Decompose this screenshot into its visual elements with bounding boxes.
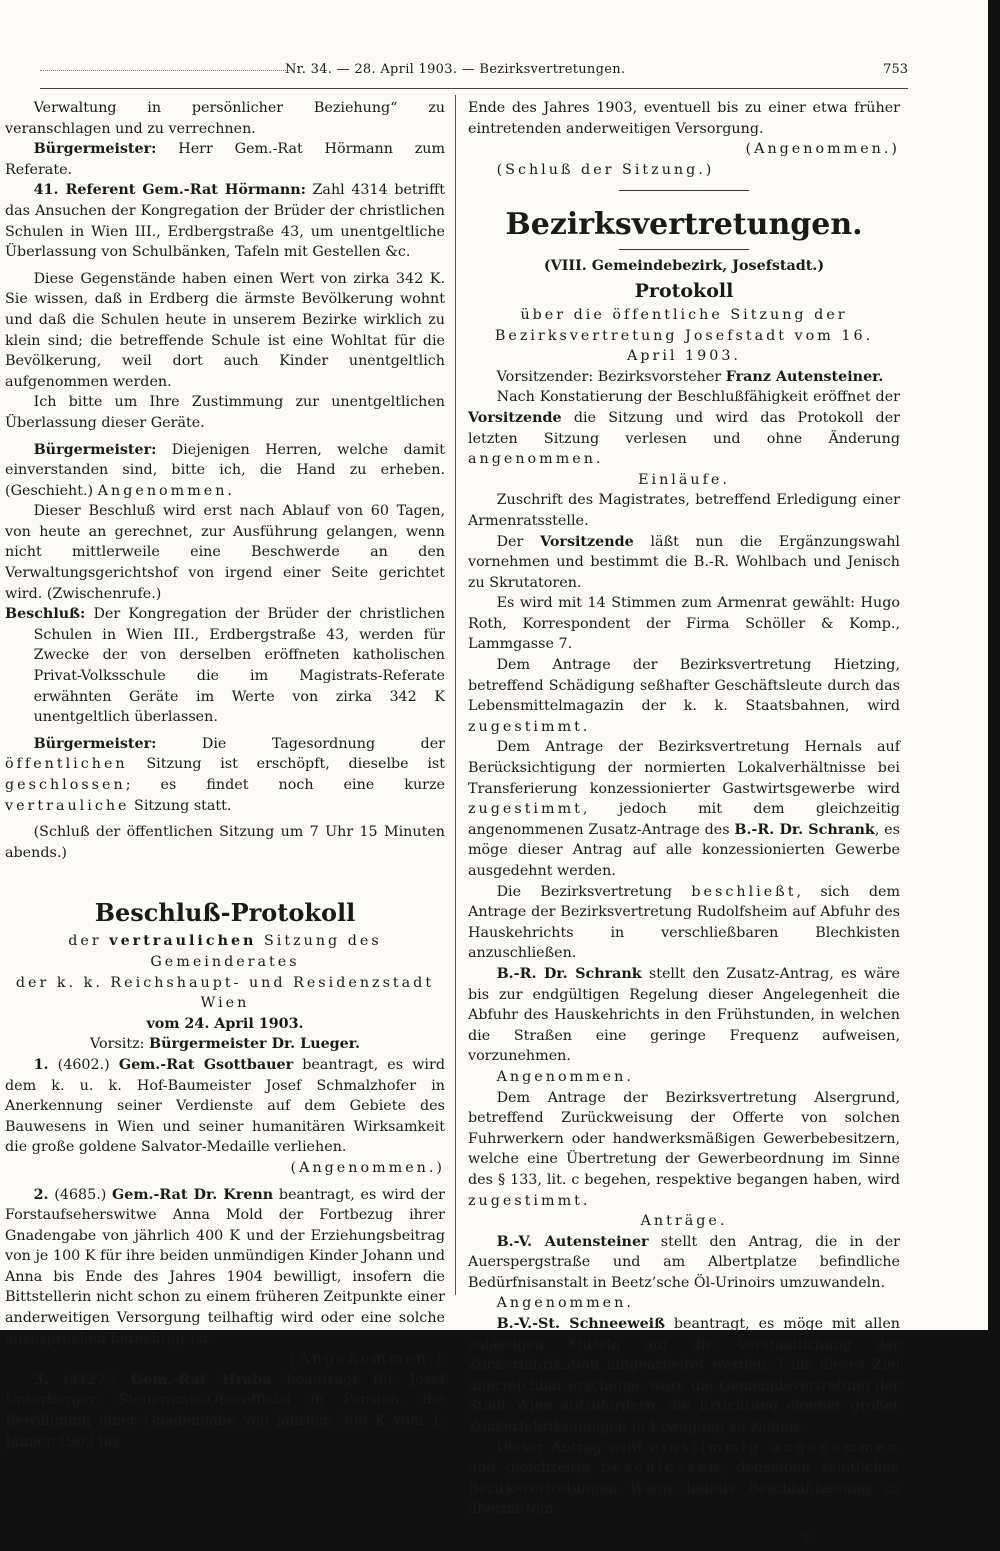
short-rule: [619, 190, 749, 191]
subtitle-line: über die öffentliche Sitzung der Bezirksvertretung Josefstadt vom 16. April 1903.: [494, 306, 874, 365]
protocol-title: Protokoll: [634, 279, 734, 302]
paragraph: Bürgermeister: Herr Gem.-Rat Hörmann zum Referate.: [5, 141, 445, 178]
agenda-item: 2. (4685.) Gem.-Rat Dr. Krenn beantragt, es wird der Forstaufseherswitwe Anna Mold der Fortbezug ihrer Gnadengabe von jährlich 400 K und der Erziehungsbeitrag von je 100 K für ihre beiden unmündigen Kinder Johann und Anna bis Ende des Jahres 1904 bewilligt, insofern die Bittstellerin nicht schon zu einem früheren Zeitpunkte einer anderweitigen Versorgung teilhaftig wird oder eine solche anzusprechen berechtigt ist.: [5, 1186, 445, 1347]
short-rule: [619, 249, 749, 250]
footnote-number: 3: [800, 1532, 810, 1548]
paragraph: Dem Antrage der Bezirksvertretung Hietzing, betreffend Schädigung seßhafter Geschäftsleute durch das Lebensmittelmagazin der k. k. Staatsbahnen, wird zugestimmt.: [468, 657, 900, 735]
paragraph: B.-V. Autensteiner stellt den Antrag, die in der Auerspergstraße und am Albertplatze befindliche Bedürfnisanstalt in Beetz’sche Öl-Urinoirs umzuwandeln.: [468, 1233, 900, 1291]
chair-line: Vorsitzender: Bezirksvorsteher Franz Autensteiner.: [496, 368, 884, 385]
agenda-item: 3. (4127.) Gem.-Rat Hraba beantragt für Josef Unterberger, Steueramts-Oberoffizial in Pension, die Bewilligung einer Gnadengabe von jährlich 300 K vom 1. Jänner 1903 bis: [5, 1371, 445, 1450]
district-line: (VIII. Gemeindebezirk, Josefstadt.): [543, 258, 825, 275]
paragraph: Verwaltung in persönlicher Beziehung“ zu veranschlagen und zu verrechnen.: [5, 100, 445, 137]
session-end: (Schluß der Sitzung.): [496, 161, 715, 178]
page-header: [40, 60, 908, 84]
paragraph: Dieser Beschluß wird erst nach Ablauf von 60 Tagen, von heute an gerechnet, zur Ausführung gelangen, wenn nicht mittlerweile eine Beschwerde an den Verwaltungsgerichtshof von irgend einer Seite gerichtet wird. (Zwischenrufe.): [5, 503, 445, 602]
agenda-item: 1. (4602.) Gem.-Rat Gsottbauer beantragt, es wird dem k. u. k. Hof-Baumeister Josef Schmalzhofer in Anerkennung seiner Verdienste auf dem Gebiete des Bauwesens in Wien und seiner humanitären Wirksamkeit die große goldene Salvator-Medaille verliehen.: [5, 1056, 445, 1156]
paragraph: Dieser Antrag wird einstimmig angenommen und gleichzeitig beschlossen, denselben sämtlichen Bezirksvertretungen Wiens behufs Beschlußfassung zu übermitteln.: [468, 1439, 901, 1518]
vote-result: (Angenommen.): [745, 141, 900, 158]
section-title: Beschluß-Protokoll: [94, 898, 356, 928]
paragraph: Der Vorsitzende läßt nun die Ergänzungswahl vornehmen und bestimmt die B.-R. Wohlbach und Jenisch zu Skrutatoren.: [468, 533, 900, 591]
subtitle-line: der vertraulichen Sitzung des Gemeinderates: [68, 933, 382, 970]
vote-result: (Angenommen.): [290, 1159, 445, 1176]
paragraph: Bürgermeister: Die Tagesordnung der öffentlichen Sitzung ist erschöpft, dieselbe ist geschlossen; es findet noch eine kurze vertrauliche Sitzung statt.: [5, 735, 445, 814]
chair-line: Vorsitz: Bürgermeister Dr. Lueger.: [90, 1036, 360, 1053]
vote-result: (Angenommen.): [290, 1351, 445, 1368]
header-rule: [40, 88, 908, 89]
section-title: Bezirksvertretungen.: [505, 207, 863, 243]
vote-result: Angenommen.: [496, 1068, 634, 1085]
subtitle-line: der k. k. Reichshaupt- und Residenzstadt Wien: [15, 974, 435, 1012]
paragraph: (Schluß der öffentlichen Sitzung um 7 Uhr 15 Minuten abends.): [5, 824, 445, 861]
right-column: [468, 98, 900, 1551]
paragraph: 41. Referent Gem.-Rat Hörmann: Zahl 4314 betrifft das Ansuchen der Kongregation der Brüder der christlichen Schulen in Wien III., Erdbergstraße 43, um unentgeltliche Überlassung von Schulbänken, Tafeln mit Gestellen &c.: [5, 182, 445, 261]
paragraph: B.-R. Dr. Schrank stellt den Zusatz-Antrag, es wäre bis zur endgültigen Regelung dieser Angelegenheit die Abfuhr des Hauskehrichts in den Frühstunden, in welchen die Straßen eine geringe Frequenz aufweisen, vorzunehmen.: [468, 965, 900, 1065]
paragraph: Die Bezirksvertretung beschließt, sich dem Antrage der Bezirksvertretung Rudolfsheim auf Abfuhr des Hauskehrichts in verschließbaren Blechkisten anzuschließen.: [468, 883, 900, 962]
left-column: [5, 98, 445, 1452]
paragraph: Bürgermeister: Diejenigen Herren, welche damit einverstanden sind, bitte ich, die Hand zu erheben. (Geschieht.) Angenommen.: [5, 441, 445, 499]
paragraph: Ich bitte um Ihre Zustimmung zur unentgeltlichen Überlassung dieser Geräte.: [5, 394, 445, 431]
paragraph: Zuschrift des Magistrates, betreffend Erledigung einer Armenratsstelle.: [468, 492, 900, 529]
subheading: Einläufe.: [638, 471, 730, 488]
header-dotted-rule: [40, 70, 290, 71]
paragraph: Ende des Jahres 1903, eventuell bis zu einer etwa früher eintretenden anderweitigen Versorgung.: [468, 100, 900, 137]
page-number: 753: [883, 62, 908, 77]
header-issue-line: Nr. 34. — 28. April 1903. — Bezirksvertretungen.: [285, 62, 626, 77]
column-divider: [455, 95, 456, 1295]
paragraph: Dem Antrage der Bezirksvertretung Hernals auf Berücksichtigung der normierten Lokalverhältnisse bei Transferierung konzessionierter Gastwirtsgewerbe wird zugestimmt, jedoch mit dem gleichzeitig angenommenen Zusatz-Antrage des B.-R. Dr. Schrank, es möge dieser Antrag auf alle konzessionierten Gewerbe ausgedehnt werden.: [468, 739, 900, 879]
resolution-paragraph: Beschluß: Der Kongregation der Brüder der christlichen Schulen in Wien III., Erdbergstraße 43, werden für Zwecke der von derselben eröffneten katholischen Privat-Volksschule die im Magistrats-Referate erwähnten Geräte im Werte von zirka 342 K unentgeltlich überlassen.: [5, 606, 445, 726]
paragraph: B.-V.-St. Schneeweiß beantragt, es möge mit allen zulässigen Mitteln auf die Verstaatlichung der Zuckerfabrikation hingearbeitet werden. Falls dieses Ziel unerreichbar erscheine, wäre die Gemeindevertretung der Stadt Wien aufzufordern, die Errichtung eigener großer Zuckerfabriksanlagen in Erwägung zu ziehen.: [468, 1316, 900, 1436]
vote-result: Angenommen.: [496, 1295, 634, 1312]
paragraph: Dem Antrage der Bezirksvertretung Alsergrund, betreffend Zurückweisung der Offerte von solchen Fuhrwerkern oder handwerksmäßigen Gewerbebesitzern, welche eine Übertretung der Gewerbeordnung im Sinne des § 133, lit. c begehen, respektive begangen haben, wird zugestimmt.: [468, 1089, 900, 1209]
paragraph: Diese Gegenstände haben einen Wert von zirka 342 K. Sie wissen, daß in Erdberg die ärmste Bevölkerung wohnt und daß die Schulen heute in unserem Bezirke wirklich zu klein sind; die betreffende Schule ist eine Wohltat für die Bevölkerung, weil dort auch Kinder unentgeltlich aufgenommen werden.: [5, 270, 445, 390]
paragraph: Nach Konstatierung der Beschlußfähigkeit eröffnet der Vorsitzende die Sitzung und wird das Protokoll der letzten Sitzung verlesen und ohne Änderung angenommen.: [468, 389, 900, 468]
session-date: vom 24. April 1903.: [146, 1015, 304, 1032]
paragraph: Es wird mit 14 Stimmen zum Armenrat gewählt: Hugo Roth, Korrespondent der Firma Schöller & Komp., Lammgasse 7.: [468, 595, 900, 653]
subheading: Anträge.: [640, 1213, 728, 1230]
